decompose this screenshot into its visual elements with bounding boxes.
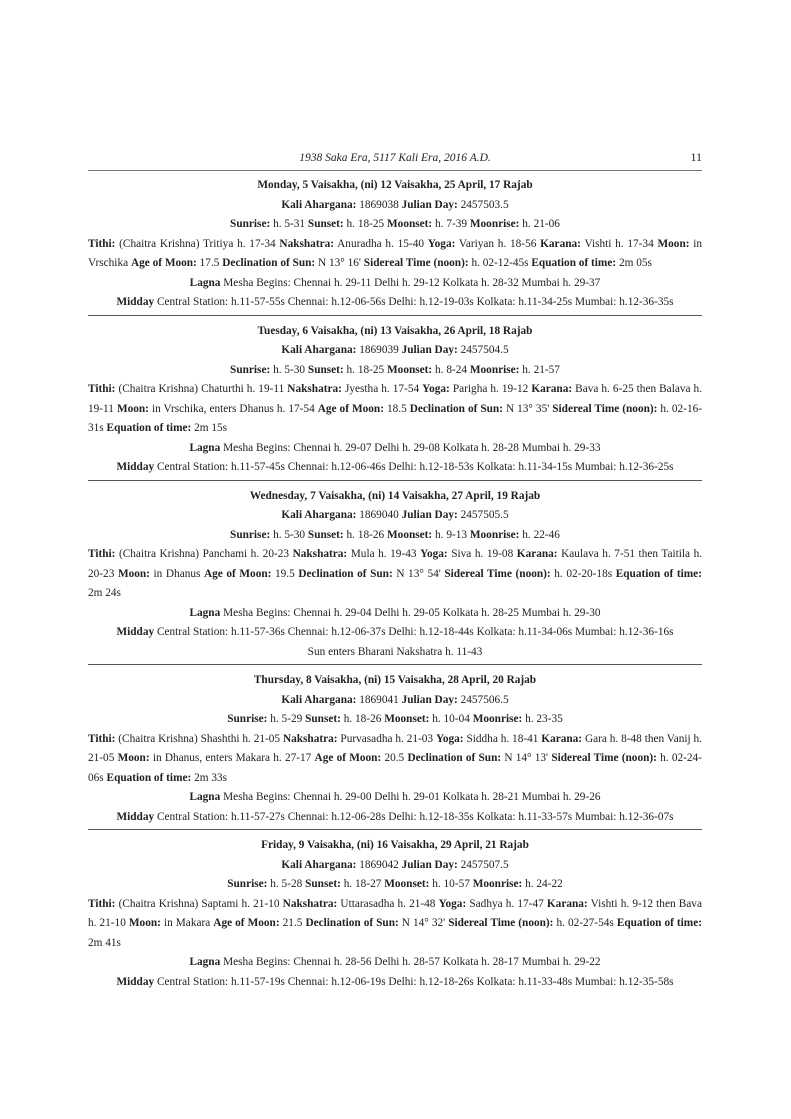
kali-ahargana-value: 1869041 [359,693,399,706]
age-of-moon-value: 20.5 [384,752,405,764]
midday-line: Midday Central Station: h.11-57-36s Chennai: h.12-06-37s Delhi: h.12-18-44s Kolkata: h.11-34-06s Mumbai: h.12-36-16s [116,626,674,638]
nakshatra-value: Mula h. 19-43 [350,548,417,560]
sunrise-value: h. 5-28 [270,878,303,890]
sunset-value: h. 18-26 [343,713,382,725]
moon-value: in Dhanus, enters Makara h. 27-17 [152,752,312,764]
kali-ahargana-label: Kali Ahargana: [281,509,357,521]
midday-line: Midday Central Station: h.11-57-27s Chennai: h.12-06-28s Delhi: h.12-18-35s Kolkata: h.11-33-57s Mumbai: h.12-36-07s [116,810,674,823]
nakshatra-value: Uttarasadha h. 21-48 [340,897,436,910]
age-of-moon-value: 19.5 [274,567,295,580]
midday-line: Midday Central Station: h.11-57-19s Chennai: h.12-06-19s Delhi: h.12-18-26s Kolkata: h.11-33-48s Mumbai: h.12-35-58s [116,975,674,988]
yoga-value: Siddha h. 18-41 [466,732,539,745]
lagna-value: Mesha Begins: Chennai h. 29-04 Delhi h. 29-05 Kolkata h. 28-25 Mumbai h. 29-30 [223,606,601,619]
lagna-value: Mesha Begins: Chennai h. 29-11 Delhi h. 29-12 Kolkata h. 28-32 Mumbai h. 29-37 [223,276,601,289]
julian-day-value: 2457507.5 [460,858,509,871]
declination-value: N 14° 32' [401,917,446,929]
panchang-details: Tithi: (Chaitra Krishna) Saptami h. 21-10 Nakshatra: Uttarasadha h. 21-48 Yoga: Sadhya h. 17-47 Karana: Vishti h. 9-12 then Bava h. 21-10 Moon: in Makara Age of Moon: 21.5 Declination of Sun: N 14° 32' Sidereal Time (noon): h. 02-27-54s Equation of time: 2m 41s [88,897,702,949]
sidereal-time-value: h. 02-20-18s [554,567,613,580]
panchang-details: Tithi: (Chaitra Krishna) Panchami h. 20-23 Nakshatra: Mula h. 19-43 Yoga: Siva h. 19-08 Karana: Kaulava h. 7-51 then Taitila h. 20-23 Moon: in Dhanus Age of Moon: 19.5 Declination of Sun: N 13° 54' Sidereal Time (noon): h. 02-20-18s Equation of time: 2m 24s [88,548,703,599]
day-heading: Wednesday, 7 Vaisakha, (ni) 14 Vaisakha, 27 April, 19 Rajab [249,489,541,502]
moon-value: in Vrschika [88,237,703,269]
day-heading: Thursday, 8 Vaisakha, (ni) 15 Vaisakha, 28 April, 20 Rajab [253,674,537,686]
day-entry [88,176,702,316]
nakshatra-value: Anuradha h. 15-40 [337,237,424,250]
sidereal-time-value: h. 02-24-06s [88,752,702,784]
equation-of-time-value: 2m 33s [194,771,228,784]
julian-day-value: 2457506.5 [460,693,509,706]
lagna-line: Lagna Mesha Begins: Chennai h. 28-56 Delhi h. 28-57 Kolkata h. 28-17 Mumbai h. 29-22 [189,956,601,968]
moonrise-value: h. 21-06 [522,218,560,230]
kali-ahargana-value: 1869038 [359,198,399,211]
julian-day-label: Julian Day: [401,693,458,706]
sunset-value: h. 18-26 [346,528,385,541]
kali-ahargana-label: Kali Ahargana: [281,858,357,871]
moonrise-value: h. 21-57 [522,363,560,376]
yoga-value: Siva h. 19-08 [451,548,514,560]
rise-set-line: Sunrise: h. 5-28 Sunset: h. 18-27 Moonset: h. 10-57 Moonrise: h. 24-22 [227,878,563,890]
julian-day-value: 2457505.5 [460,509,509,521]
midday-value: Central Station: h.11-57-36s Chennai: h.12-06-37s Delhi: h.12-18-44s Kolkata: h.11-34-06s Mumbai: h.12-36-16s [156,626,674,638]
midday-value: Central Station: h.11-57-27s Chennai: h.12-06-28s Delhi: h.12-18-35s Kolkata: h.11-33-57s Mumbai: h.12-36-07s [156,810,674,823]
midday-value: Central Station: h.11-57-19s Chennai: h.12-06-19s Delhi: h.12-18-26s Kolkata: h.11-33-48s Mumbai: h.12-35-58s [156,975,674,988]
age-of-moon-value: 18.5 [386,402,407,415]
equation-of-time-value: 2m 15s [194,422,228,434]
equation-of-time-value: 2m 41s [88,936,121,949]
ahargana-line [88,856,702,876]
kali-ahargana-value: 1869040 [359,509,399,521]
ahargana-line [88,506,702,526]
julian-day-label: Julian Day: [401,344,458,356]
panchang-details: Tithi: (Chaitra Krishna) Tritiya h. 17-34 Nakshatra: Anuradha h. 15-40 Yoga: Variyan h. 18-56 Karana: Vishti h. 17-34 Moon: in Vrschika Age of Moon: 17.5 Declination of Sun: N 13° 16' Sidereal Time (noon): h. 02-12-45s Equation of time: 2m 05s [88,237,703,269]
declination-value: N 13° 35' [505,402,550,415]
special-event: Sun enters Bharani Nakshatra h. 11-43 [307,645,483,658]
karana-value: Gara h. 8-48 then Vanij h. 21-05 [88,732,702,764]
nakshatra-value: Purvasadha h. 21-03 [340,732,434,745]
header-divider [88,170,702,171]
age-of-moon-value: 21.5 [282,917,303,929]
julian-day-label: Julian Day: [401,198,458,211]
page-header [88,150,702,168]
sunrise-value: h. 5-30 [273,528,306,541]
moonrise-value: h. 23-35 [525,713,563,725]
sunrise-value: h. 5-31 [273,218,306,230]
ahargana-line [88,341,702,361]
nakshatra-value: Jyestha h. 17-54 [344,383,420,395]
sidereal-time-value: h. 02-12-45s [471,257,529,269]
karana-value: Vishti h. 17-34 [584,237,654,250]
moonset-value: h. 8-24 [435,363,468,376]
header-title: 1938 Saka Era, 5117 Kali Era, 2016 A.D. [299,152,491,164]
day-heading: Tuesday, 6 Vaisakha, (ni) 13 Vaisakha, 26 April, 18 Rajab [257,324,533,337]
day-entries [88,176,702,1000]
sunset-value: h. 18-27 [343,878,382,890]
panchang-details: Tithi: (Chaitra Krishna) Shashthi h. 21-05 Nakshatra: Purvasadha h. 21-03 Yoga: Siddha h. 18-41 Karana: Gara h. 8-48 then Vanij h. 21-05 Moon: in Dhanus, enters Makara h. 27-17 Age of Moon: 20.5 Declination of Sun: N 14° 13' Sidereal Time (noon): h. 02-24-06s Equation of time: 2m 33s [88,732,702,784]
midday-line: Midday Central Station: h.11-57-55s Chennai: h.12-06-56s Delhi: h.12-19-03s Kolkata: h.11-34-25s Mumbai: h.12-36-35s [116,296,674,308]
julian-day-label: Julian Day: [401,858,458,871]
moonset-value: h. 7-39 [435,218,468,230]
equation-of-time-value: 2m 24s [88,587,121,599]
page-number: 11 [690,150,702,164]
sidereal-time-value: h. 02-27-54s [556,917,614,929]
yoga-value: Parigha h. 19-12 [452,383,529,395]
julian-day-value: 2457503.5 [460,198,509,211]
tithi-value: (Chaitra Krishna) Tritiya h. 17-34 [119,237,276,250]
lagna-value: Mesha Begins: Chennai h. 29-07 Delhi h. 29-08 Kolkata h. 28-28 Mumbai h. 29-33 [223,441,601,454]
rise-set-line: Sunrise: h. 5-29 Sunset: h. 18-26 Moonset: h. 10-04 Moonrise: h. 23-35 [227,713,563,725]
tithi-value: (Chaitra Krishna) Panchami h. 20-23 [118,548,290,560]
rise-set-line: Sunrise: h. 5-30 Sunset: h. 18-25 Moonset: h. 8-24 Moonrise: h. 21-57 [230,363,560,376]
ahargana-line [88,196,702,216]
midday-value: Central Station: h.11-57-55s Chennai: h.12-06-56s Delhi: h.12-19-03s Kolkata: h.11-34-25s Mumbai: h.12-36-35s [156,296,674,308]
moon-value: in Vrschika, enters Dhanus h. 17-54 [151,402,315,415]
kali-ahargana-value: 1869039 [359,344,399,356]
julian-day-value: 2457504.5 [460,344,509,356]
tithi-value: (Chaitra Krishna) Saptami h. 21-10 [118,897,280,910]
lagna-line: Lagna Mesha Begins: Chennai h. 29-07 Delhi h. 29-08 Kolkata h. 28-28 Mumbai h. 29-33 [189,441,601,454]
equation-of-time-value: 2m 05s [618,257,652,269]
age-of-moon-value: 17.5 [199,257,220,269]
karana-value: Vishti h. 9-12 then Bava h. 21-10 [88,897,702,929]
lagna-line: Lagna Mesha Begins: Chennai h. 29-04 Delhi h. 29-05 Kolkata h. 28-25 Mumbai h. 29-30 [189,606,601,619]
moonset-value: h. 10-57 [432,878,470,890]
sunset-value: h. 18-25 [346,363,385,376]
sunset-value: h. 18-25 [346,218,385,230]
sidereal-time-value: h. 02-16-31s [88,402,703,434]
rise-set-line: Sunrise: h. 5-30 Sunset: h. 18-26 Moonset: h. 9-13 Moonrise: h. 22-46 [230,528,560,541]
moonset-value: h. 9-13 [435,528,468,541]
midday-value: Central Station: h.11-57-45s Chennai: h.12-06-46s Delhi: h.12-18-53s Kolkata: h.11-34-15s Mumbai: h.12-36-25s [156,461,674,473]
day-entry [88,836,702,994]
tithi-value: (Chaitra Krishna) Chaturthi h. 19-11 [118,383,285,395]
day-heading: Monday, 5 Vaisakha, (ni) 12 Vaisakha, 25 April, 17 Rajab [257,179,533,191]
sunrise-value: h. 5-29 [270,713,303,725]
moonset-value: h. 10-04 [432,713,470,725]
yoga-value: Variyan h. 18-56 [458,237,537,250]
moonrise-value: h. 24-22 [525,878,563,890]
karana-value: Kaulava h. 7-51 then Taitila h. 20-23 [88,548,703,580]
lagna-value: Mesha Begins: Chennai h. 28-56 Delhi h. 28-57 Kolkata h. 28-17 Mumbai h. 29-22 [223,956,601,968]
kali-ahargana-label: Kali Ahargana: [281,198,357,211]
moon-value: in Makara [163,917,211,929]
declination-value: N 13° 54' [396,567,441,580]
midday-line: Midday Central Station: h.11-57-45s Chennai: h.12-06-46s Delhi: h.12-18-53s Kolkata: h.11-34-15s Mumbai: h.12-36-25s [116,461,674,473]
tithi-value: (Chaitra Krishna) Shashthi h. 21-05 [118,732,281,745]
lagna-line: Lagna Mesha Begins: Chennai h. 29-00 Delhi h. 29-01 Kolkata h. 28-21 Mumbai h. 29-26 [189,791,601,803]
day-entry [88,671,702,830]
lagna-line: Lagna Mesha Begins: Chennai h. 29-11 Delhi h. 29-12 Kolkata h. 28-32 Mumbai h. 29-37 [189,276,601,289]
yoga-value: Sadhya h. 17-47 [469,897,544,910]
declination-value: N 13° 16' [318,257,361,269]
ahargana-line [88,691,702,711]
day-entry [88,322,702,481]
moonrise-value: h. 22-46 [522,528,560,541]
rise-set-line: Sunrise: h. 5-31 Sunset: h. 18-25 Moonset: h. 7-39 Moonrise: h. 21-06 [230,218,560,230]
julian-day-label: Julian Day: [401,509,458,521]
day-entry [88,487,702,666]
kali-ahargana-label: Kali Ahargana: [281,693,357,706]
kali-ahargana-value: 1869042 [359,858,399,871]
panchang-details: Tithi: (Chaitra Krishna) Chaturthi h. 19-11 Nakshatra: Jyestha h. 17-54 Yoga: Parigha h. 19-12 Karana: Bava h. 6-25 then Balava h. 19-11 Moon: in Vrschika, enters Dhanus h. 17-54 Age of Moon: 18.5 Declination of Sun: N 13° 35' Sidereal Time (noon): h. 02-16-31s Equation of time: 2m 15s [88,383,703,434]
declination-value: N 14° 13' [504,752,549,764]
moon-value: in Dhanus [153,567,201,580]
lagna-value: Mesha Begins: Chennai h. 29-00 Delhi h. 29-01 Kolkata h. 28-21 Mumbai h. 29-26 [223,791,601,803]
day-heading: Friday, 9 Vaisakha, (ni) 16 Vaisakha, 29 April, 21 Rajab [261,839,529,851]
sunrise-value: h. 5-30 [273,363,306,376]
karana-value: Bava h. 6-25 then Balava h. 19-11 [88,383,703,415]
kali-ahargana-label: Kali Ahargana: [281,344,357,356]
